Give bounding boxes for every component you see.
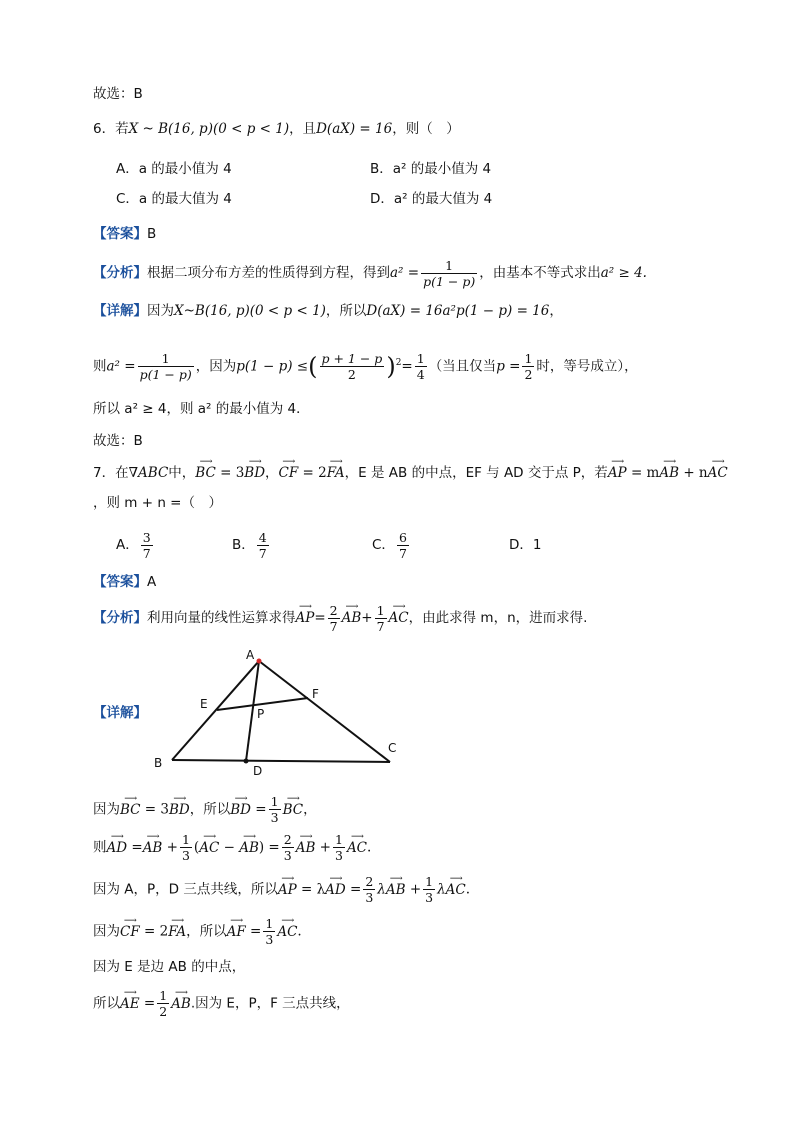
paren: ) — [386, 352, 396, 381]
denominator: 7 — [142, 545, 151, 561]
text: ，因为 — [195, 358, 237, 375]
denominator: 7 — [329, 618, 338, 634]
math: λ — [377, 881, 386, 898]
step-3 — [93, 874, 470, 905]
label-a: A — [246, 648, 255, 662]
denominator: 7 — [376, 618, 385, 634]
denominator: 3 — [425, 890, 434, 905]
fraction — [328, 603, 340, 634]
denominator: 7 — [398, 545, 407, 561]
numerator: 1 — [524, 351, 533, 366]
vector: ⟶ AP — [608, 463, 627, 483]
label-e: E — [200, 697, 208, 711]
math: = — [314, 610, 326, 626]
vector: ⟶ AD — [325, 875, 346, 905]
math: = 3 — [140, 801, 169, 818]
text: 中， — [168, 465, 196, 481]
fraction — [421, 258, 477, 289]
numerator: 1 — [445, 257, 454, 273]
math: + — [162, 839, 178, 856]
option-c — [372, 529, 411, 561]
math: = — [345, 881, 362, 898]
exponent: 2 — [395, 358, 402, 368]
analysis-line — [93, 600, 587, 636]
text: 时，等号成立）， — [536, 358, 638, 375]
answer-line — [93, 572, 156, 592]
triangle-diagram — [150, 644, 410, 780]
text-line: 故选：B — [93, 433, 143, 449]
fraction — [397, 530, 409, 561]
label-d: D — [253, 764, 263, 778]
vector: ⟶ AB — [386, 875, 406, 905]
detail-line-2 — [93, 344, 638, 386]
vector: ⟶ AB — [239, 833, 259, 863]
math: = — [401, 358, 413, 375]
option-label: C． — [372, 537, 395, 553]
math: + — [361, 610, 373, 626]
vector: ⟶ AC — [277, 917, 297, 947]
fraction — [180, 832, 192, 863]
vector: ⟶ BC — [120, 797, 141, 823]
numerator: 1 — [334, 832, 343, 847]
option-c: C．a 的最大值为 4 — [116, 191, 232, 207]
fraction — [282, 832, 294, 863]
step-5: 因为 E 是边 AB 的中点， — [93, 959, 246, 975]
side-ac — [259, 661, 390, 762]
math: = — [245, 923, 262, 940]
fraction — [522, 351, 534, 382]
side-ab — [172, 661, 259, 760]
math: ∇ABC — [128, 465, 169, 481]
math: + — [405, 881, 422, 898]
text: ， — [265, 465, 279, 481]
text: ，且 — [289, 121, 317, 137]
text: 因为 — [93, 801, 120, 818]
label-p: P — [257, 707, 265, 721]
denominator: 3 — [265, 932, 274, 947]
math: a² = — [106, 358, 136, 375]
math: a² = — [390, 265, 420, 281]
text: ，E 是 AB 的中点，EF 与 AD 交于点 P，若 — [344, 465, 608, 481]
analysis-tag: 【分析】 — [93, 265, 147, 281]
math: + n — [679, 465, 708, 481]
fraction — [269, 794, 281, 825]
math: a² ≥ 4. — [600, 265, 647, 281]
fraction — [423, 874, 435, 905]
q-number: 7．在 — [93, 465, 129, 481]
text: 因为 — [147, 303, 174, 319]
step-6 — [93, 988, 350, 1019]
denominator: p(1 − p) — [423, 273, 476, 289]
numerator: 1 — [161, 351, 170, 366]
math: p(1 − p) ≤ — [236, 358, 309, 375]
denominator: 7 — [258, 545, 267, 561]
vector: ⟶ AD — [107, 833, 128, 863]
denominator: 3 — [334, 848, 343, 863]
numerator: 1 — [265, 916, 274, 931]
fraction — [415, 351, 427, 382]
vector: ⟶ BC — [283, 797, 304, 823]
text: 根据二项分布方差的性质得到方程，得到 — [147, 265, 390, 281]
vector: ⟶ AB — [342, 600, 362, 636]
text: ， — [549, 303, 563, 319]
denominator: 3 — [283, 848, 292, 863]
numerator: 2 — [329, 602, 338, 618]
math: X~B(16, p)(0 < p < 1) — [174, 303, 326, 319]
denominator: 2 — [320, 366, 385, 382]
vector: ⟶ FA — [168, 917, 186, 947]
numerator: 4 — [258, 529, 267, 545]
label-c: C — [388, 741, 397, 755]
denominator: 3 — [181, 848, 190, 863]
vector: ⟶ BD — [230, 797, 251, 823]
point-d-dot — [244, 759, 249, 764]
vector: ⟶ AB — [659, 463, 679, 483]
text: 则 — [93, 839, 107, 856]
option-b: B．a² 的最小值为 4 — [370, 161, 492, 177]
math: = 2 — [298, 465, 327, 481]
numerator: 1 — [159, 988, 168, 1003]
option-b — [232, 529, 271, 561]
denominator: 4 — [416, 367, 425, 382]
label-b: B — [154, 756, 163, 770]
answer-tag: 【答案】 — [93, 226, 147, 242]
text: 所以 — [93, 995, 120, 1012]
vector: ⟶ FA — [327, 463, 345, 483]
math: = — [127, 839, 143, 856]
fraction — [257, 530, 269, 561]
text: ，则（ ） — [392, 121, 460, 137]
fraction — [157, 988, 169, 1019]
text: ，由基本不等式求出 — [479, 265, 601, 281]
question-6 — [93, 119, 460, 139]
math: = — [139, 995, 156, 1012]
option-d: D．1 — [509, 537, 542, 553]
math: . — [297, 923, 302, 940]
option-a: A．a 的最小值为 4 — [116, 161, 232, 177]
option-a — [116, 529, 155, 561]
step-1 — [93, 794, 317, 825]
math: − — [219, 839, 240, 856]
fraction — [138, 351, 194, 382]
math: X ~ B(16, p)(0 < p < 1) — [128, 121, 290, 137]
vector: ⟶ AC — [389, 600, 409, 636]
math: D(aX) = 16a²p(1 − p) = 16 — [366, 303, 550, 319]
numerator: 1 — [376, 602, 385, 618]
numerator: 3 — [142, 529, 151, 545]
text: ，所以 — [186, 923, 227, 940]
vector: ⟶ AC — [446, 875, 466, 905]
vector: ⟶ BC — [195, 463, 216, 483]
answer-value: B — [147, 226, 157, 242]
analysis-line — [93, 256, 647, 290]
text: 利用向量的线性运算求得 — [147, 610, 296, 626]
fraction — [141, 530, 153, 561]
step-2 — [93, 832, 371, 863]
vector: ⟶ BD — [244, 463, 265, 483]
step-4 — [93, 916, 302, 947]
denominator: 3 — [270, 810, 279, 825]
math: = λ — [296, 881, 326, 898]
math: = 2 — [139, 923, 169, 940]
vector: ⟶ AB — [296, 833, 316, 863]
math: D(aX) = 16 — [316, 121, 393, 137]
answer-tag: 【答案】 — [93, 574, 147, 590]
text-line: 所以 a² ≥ 4，则 a² 的最小值为 4． — [93, 401, 310, 417]
q-number: 6．若 — [93, 121, 129, 137]
vector: ⟶ AC — [708, 463, 728, 483]
numerator: 1 — [181, 832, 190, 847]
vector: ⟶ AE — [120, 989, 140, 1019]
fraction — [375, 603, 387, 634]
vector: ⟶ AB — [143, 833, 163, 863]
text-line: 故选：B — [93, 86, 143, 102]
vector: ⟶ AP — [278, 875, 297, 905]
vector: ⟶ AC — [347, 833, 367, 863]
math: . — [367, 839, 372, 856]
numerator: p + 1 − p — [321, 351, 383, 366]
math: ( — [193, 839, 200, 856]
text: ， — [303, 801, 317, 818]
option-d: D．a² 的最大值为 4 — [370, 191, 493, 207]
math: p = — [496, 358, 521, 375]
vector: ⟶ AP — [296, 600, 315, 636]
text: 因为 A，P，D 三点共线，所以 — [93, 881, 278, 898]
detail-tag-line — [93, 703, 147, 723]
denominator: 2 — [524, 367, 533, 382]
vector: ⟶ AB — [171, 989, 191, 1019]
option-label: A． — [116, 537, 139, 553]
numerator: 6 — [398, 529, 407, 545]
math: ) = — [258, 839, 280, 856]
numerator: 1 — [270, 794, 279, 809]
paren: ( — [308, 352, 318, 381]
vector: ⟶ AC — [199, 833, 219, 863]
detail-tag: 【详解】 — [93, 705, 147, 721]
text: ，所以 — [189, 801, 231, 818]
numerator: 2 — [365, 874, 374, 889]
denominator: 2 — [159, 1004, 168, 1019]
math: λ — [437, 881, 446, 898]
vector: ⟶ AF — [227, 917, 246, 947]
math: + — [315, 839, 331, 856]
vector: ⟶ CF — [120, 917, 140, 947]
numerator: 1 — [425, 874, 434, 889]
math: = 3 — [215, 465, 245, 481]
answer-line — [93, 224, 156, 244]
analysis-tag: 【分析】 — [93, 610, 147, 626]
math: . — [465, 881, 471, 898]
detail-line — [93, 301, 563, 321]
detail-tag: 【详解】 — [93, 303, 147, 319]
label-f: F — [312, 687, 319, 701]
vector: ⟶ CF — [279, 463, 299, 483]
math: = — [251, 801, 267, 818]
fraction — [263, 916, 275, 947]
numerator: 2 — [283, 832, 292, 847]
denominator: p(1 − p) — [139, 367, 192, 382]
fraction — [320, 351, 385, 382]
answer-value: A — [147, 574, 157, 590]
numerator: 1 — [416, 351, 425, 366]
text: ，所以 — [325, 303, 367, 319]
fraction — [333, 832, 345, 863]
text: .因为 E，P，F 三点共线， — [190, 995, 350, 1012]
option-label: B． — [232, 537, 255, 553]
text: 因为 — [93, 923, 120, 940]
fraction — [363, 874, 375, 905]
question-7 — [93, 463, 728, 483]
side-bc — [172, 760, 390, 762]
point-a-dot — [257, 659, 262, 664]
text: 则 — [93, 358, 107, 375]
math: = m — [626, 465, 660, 481]
question-7-line2: ，则 m + n =（ ） — [93, 495, 222, 511]
text: ，由此求得 m，n，进而求得. — [408, 610, 588, 626]
denominator: 3 — [365, 890, 374, 905]
text: （当且仅当 — [428, 358, 497, 375]
vector: ⟶ BD — [169, 797, 190, 823]
